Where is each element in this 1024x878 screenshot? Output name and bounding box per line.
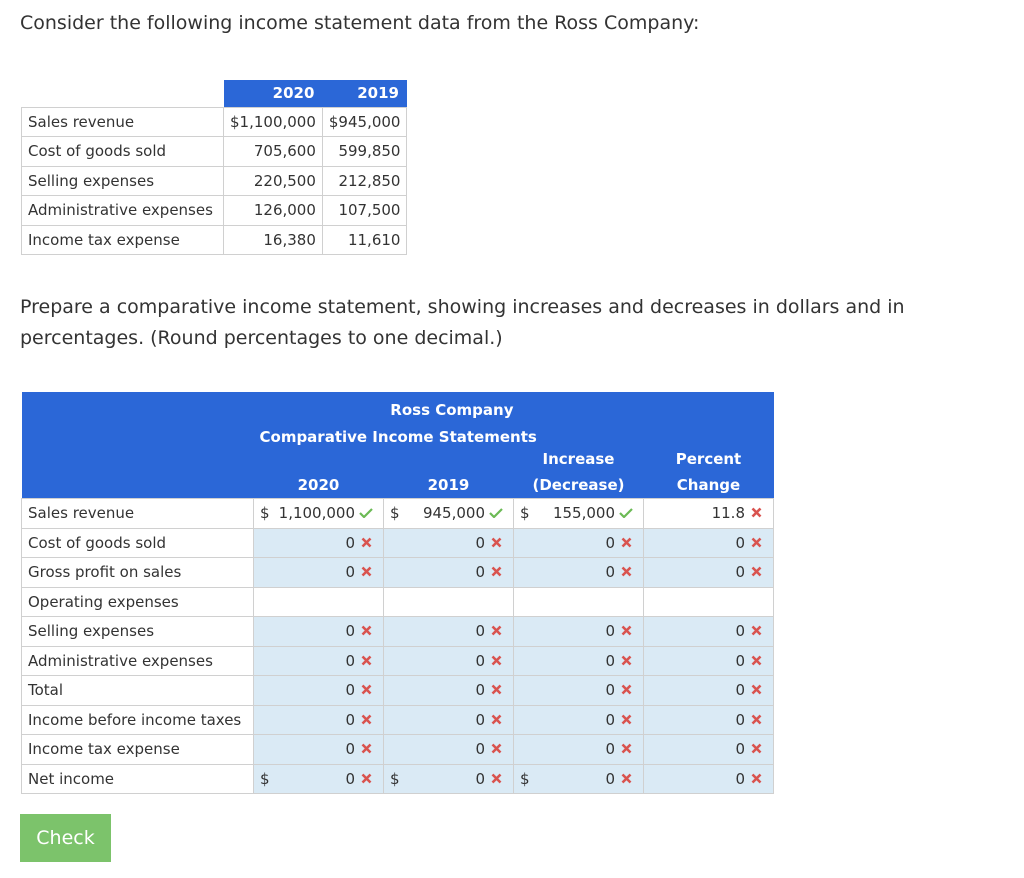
cross-mark-icon bbox=[615, 681, 637, 699]
input-value: 0 bbox=[605, 681, 615, 700]
cross-mark-icon bbox=[745, 622, 767, 640]
comparative-income-statement bbox=[21, 392, 774, 794]
data-table-row bbox=[22, 196, 407, 226]
input-2020[interactable] bbox=[254, 676, 384, 706]
data-row-label: Selling expenses bbox=[22, 166, 224, 196]
input-value: 0 bbox=[475, 563, 485, 582]
check-mark-icon bbox=[615, 504, 637, 522]
input-value: 945,000 bbox=[422, 504, 485, 523]
dollar-sign: $ bbox=[260, 769, 270, 788]
input-value: 0 bbox=[735, 533, 745, 552]
col-header-percent bbox=[644, 446, 774, 499]
statement-row-label: Gross profit on sales bbox=[22, 558, 254, 588]
input-2019[interactable] bbox=[384, 676, 514, 706]
input-2019[interactable] bbox=[384, 705, 514, 735]
col-header-increase-line2: (Decrease) bbox=[532, 476, 625, 494]
cross-mark-icon bbox=[745, 681, 767, 699]
cross-mark-icon bbox=[485, 563, 507, 581]
input-increase[interactable] bbox=[514, 528, 644, 558]
data-table-header bbox=[22, 80, 407, 107]
input-value: 0 bbox=[605, 740, 615, 759]
input-value: 0 bbox=[605, 710, 615, 729]
input-value: 0 bbox=[345, 681, 355, 700]
input-value: 0 bbox=[605, 622, 615, 641]
input-increase[interactable] bbox=[514, 705, 644, 735]
input-value: 0 bbox=[735, 622, 745, 641]
input-percent[interactable] bbox=[644, 735, 774, 765]
input-2020[interactable] bbox=[254, 764, 384, 794]
dollar-sign: $ bbox=[390, 769, 400, 788]
data-row-label: Cost of goods sold bbox=[22, 137, 224, 167]
input-2020[interactable] bbox=[254, 558, 384, 588]
input-percent[interactable] bbox=[644, 676, 774, 706]
input-increase[interactable] bbox=[514, 499, 644, 529]
cross-mark-icon bbox=[485, 681, 507, 699]
statement-row-label: Total bbox=[22, 676, 254, 706]
statement-row bbox=[22, 587, 774, 617]
col-header-percent-line1: Percent bbox=[675, 450, 742, 468]
input-percent[interactable] bbox=[644, 617, 774, 647]
income-data-table bbox=[21, 80, 407, 255]
data-value-2019: 212,850 bbox=[322, 166, 407, 196]
data-table-row bbox=[22, 137, 407, 167]
header-spacer-2 bbox=[644, 419, 774, 446]
cross-mark-icon bbox=[485, 622, 507, 640]
input-value: 1,100,000 bbox=[278, 504, 355, 523]
data-value-2019: $945,000 bbox=[322, 107, 407, 137]
col-header-percent-line2: Change bbox=[676, 476, 741, 494]
input-value: 0 bbox=[735, 710, 745, 729]
statement-row-label: Selling expenses bbox=[22, 617, 254, 647]
input-increase[interactable] bbox=[514, 617, 644, 647]
data-value-2019: 11,610 bbox=[322, 225, 407, 255]
statement-row bbox=[22, 764, 774, 794]
input-2020[interactable] bbox=[254, 499, 384, 529]
statement-title: Comparative Income Statements bbox=[254, 419, 644, 446]
input-value: 0 bbox=[345, 710, 355, 729]
input-2019[interactable] bbox=[384, 646, 514, 676]
statement-row bbox=[22, 499, 774, 529]
input-value: 0 bbox=[345, 563, 355, 582]
input-value: 155,000 bbox=[552, 504, 615, 523]
cross-mark-icon bbox=[745, 711, 767, 729]
statement-row bbox=[22, 705, 774, 735]
empty-cell bbox=[384, 587, 514, 617]
cross-mark-icon bbox=[615, 563, 637, 581]
dollar-sign: $ bbox=[520, 504, 530, 523]
input-value: 0 bbox=[475, 622, 485, 641]
cross-mark-icon bbox=[485, 534, 507, 552]
input-value: 0 bbox=[475, 740, 485, 759]
input-value: 11.8 bbox=[711, 504, 745, 523]
input-2019[interactable] bbox=[384, 764, 514, 794]
data-row-label: Administrative expenses bbox=[22, 196, 224, 226]
input-percent[interactable] bbox=[644, 528, 774, 558]
data-header-2020: 2020 bbox=[224, 80, 323, 107]
col-header-2020: 2020 bbox=[254, 446, 384, 499]
input-2020[interactable] bbox=[254, 617, 384, 647]
input-percent[interactable] bbox=[644, 705, 774, 735]
header-spacer bbox=[514, 392, 774, 419]
statement-row-label: Income before income taxes bbox=[22, 705, 254, 735]
statement-row bbox=[22, 617, 774, 647]
cross-mark-icon bbox=[745, 504, 767, 522]
statement-row-label: Sales revenue bbox=[22, 499, 254, 529]
input-value: 0 bbox=[475, 710, 485, 729]
data-table-row bbox=[22, 225, 407, 255]
input-2019[interactable] bbox=[384, 499, 514, 529]
input-value: 0 bbox=[345, 533, 355, 552]
empty-cell bbox=[514, 587, 644, 617]
input-value: 0 bbox=[345, 651, 355, 670]
input-value: 0 bbox=[735, 769, 745, 788]
input-2020[interactable] bbox=[254, 705, 384, 735]
cross-mark-icon bbox=[745, 563, 767, 581]
cross-mark-icon bbox=[615, 652, 637, 670]
data-value-2020: $1,100,000 bbox=[224, 107, 323, 137]
statement-row-label: Cost of goods sold bbox=[22, 528, 254, 558]
cross-mark-icon bbox=[745, 652, 767, 670]
empty-cell bbox=[254, 587, 384, 617]
input-value: 0 bbox=[735, 681, 745, 700]
cross-mark-icon bbox=[485, 711, 507, 729]
cross-mark-icon bbox=[745, 770, 767, 788]
data-table-corner bbox=[22, 80, 224, 107]
data-value-2020: 220,500 bbox=[224, 166, 323, 196]
cross-mark-icon bbox=[615, 622, 637, 640]
input-value: 0 bbox=[605, 533, 615, 552]
statement-row bbox=[22, 735, 774, 765]
data-value-2020: 705,600 bbox=[224, 137, 323, 167]
input-2020[interactable] bbox=[254, 528, 384, 558]
instructions-text: Prepare a comparative income statement, showing increases and decreases in dollars and in percentages. (Round percentages to one decimal.) bbox=[20, 296, 905, 349]
data-table-row bbox=[22, 107, 407, 137]
cross-mark-icon bbox=[355, 711, 377, 729]
header-corner bbox=[22, 392, 254, 419]
cross-mark-icon bbox=[615, 534, 637, 552]
data-table-row bbox=[22, 166, 407, 196]
input-value: 0 bbox=[605, 563, 615, 582]
cross-mark-icon bbox=[615, 740, 637, 758]
company-name: Ross Company bbox=[254, 392, 514, 419]
input-value: 0 bbox=[475, 681, 485, 700]
data-row-label: Income tax expense bbox=[22, 225, 224, 255]
input-value: 0 bbox=[475, 769, 485, 788]
input-2019[interactable] bbox=[384, 558, 514, 588]
input-value: 0 bbox=[345, 769, 355, 788]
cross-mark-icon bbox=[355, 563, 377, 581]
input-percent[interactable] bbox=[644, 499, 774, 529]
cross-mark-icon bbox=[355, 534, 377, 552]
statement-row-label: Income tax expense bbox=[22, 735, 254, 765]
cross-mark-icon bbox=[355, 770, 377, 788]
input-2019[interactable] bbox=[384, 617, 514, 647]
input-value: 0 bbox=[345, 622, 355, 641]
statement-row-label: Administrative expenses bbox=[22, 646, 254, 676]
cross-mark-icon bbox=[615, 711, 637, 729]
statement-row bbox=[22, 646, 774, 676]
cross-mark-icon bbox=[355, 740, 377, 758]
cross-mark-icon bbox=[485, 652, 507, 670]
input-increase[interactable] bbox=[514, 735, 644, 765]
input-percent[interactable] bbox=[644, 764, 774, 794]
cross-mark-icon bbox=[485, 740, 507, 758]
data-value-2019: 107,500 bbox=[322, 196, 407, 226]
check-button[interactable]: Check bbox=[20, 814, 111, 862]
statement-row bbox=[22, 676, 774, 706]
dollar-sign: $ bbox=[260, 504, 270, 523]
input-percent[interactable] bbox=[644, 558, 774, 588]
statement-row-label: Operating expenses bbox=[22, 587, 254, 617]
statement-row bbox=[22, 528, 774, 558]
input-2019[interactable] bbox=[384, 735, 514, 765]
header-corner-2 bbox=[22, 419, 254, 446]
col-header-increase-line1: Increase bbox=[542, 450, 615, 468]
input-increase[interactable] bbox=[514, 646, 644, 676]
input-value: 0 bbox=[475, 651, 485, 670]
empty-cell bbox=[644, 587, 774, 617]
col-header-2019: 2019 bbox=[384, 446, 514, 499]
data-value-2019: 599,850 bbox=[322, 137, 407, 167]
cross-mark-icon bbox=[485, 770, 507, 788]
cross-mark-icon bbox=[355, 681, 377, 699]
dollar-sign: $ bbox=[520, 769, 530, 788]
cross-mark-icon bbox=[355, 622, 377, 640]
input-value: 0 bbox=[605, 651, 615, 670]
input-percent[interactable] bbox=[644, 646, 774, 676]
data-row-label: Sales revenue bbox=[22, 107, 224, 137]
input-2019[interactable] bbox=[384, 528, 514, 558]
header-label-col bbox=[22, 446, 254, 499]
col-header-increase bbox=[514, 446, 644, 499]
input-value: 0 bbox=[475, 533, 485, 552]
cross-mark-icon bbox=[745, 740, 767, 758]
cross-mark-icon bbox=[615, 770, 637, 788]
intro-text: Consider the following income statement data from the Ross Company: bbox=[20, 12, 700, 34]
input-value: 0 bbox=[735, 651, 745, 670]
input-2020[interactable] bbox=[254, 646, 384, 676]
check-mark-icon bbox=[355, 504, 377, 522]
input-2020[interactable] bbox=[254, 735, 384, 765]
input-increase[interactable] bbox=[514, 764, 644, 794]
input-value: 0 bbox=[345, 740, 355, 759]
input-increase[interactable] bbox=[514, 558, 644, 588]
data-value-2020: 126,000 bbox=[224, 196, 323, 226]
cross-mark-icon bbox=[745, 534, 767, 552]
input-value: 0 bbox=[605, 769, 615, 788]
statement-row bbox=[22, 558, 774, 588]
check-mark-icon bbox=[485, 504, 507, 522]
input-increase[interactable] bbox=[514, 676, 644, 706]
cross-mark-icon bbox=[355, 652, 377, 670]
data-value-2020: 16,380 bbox=[224, 225, 323, 255]
input-value: 0 bbox=[735, 740, 745, 759]
data-header-2019: 2019 bbox=[322, 80, 407, 107]
dollar-sign: $ bbox=[390, 504, 400, 523]
input-value: 0 bbox=[735, 563, 745, 582]
statement-row-label: Net income bbox=[22, 764, 254, 794]
